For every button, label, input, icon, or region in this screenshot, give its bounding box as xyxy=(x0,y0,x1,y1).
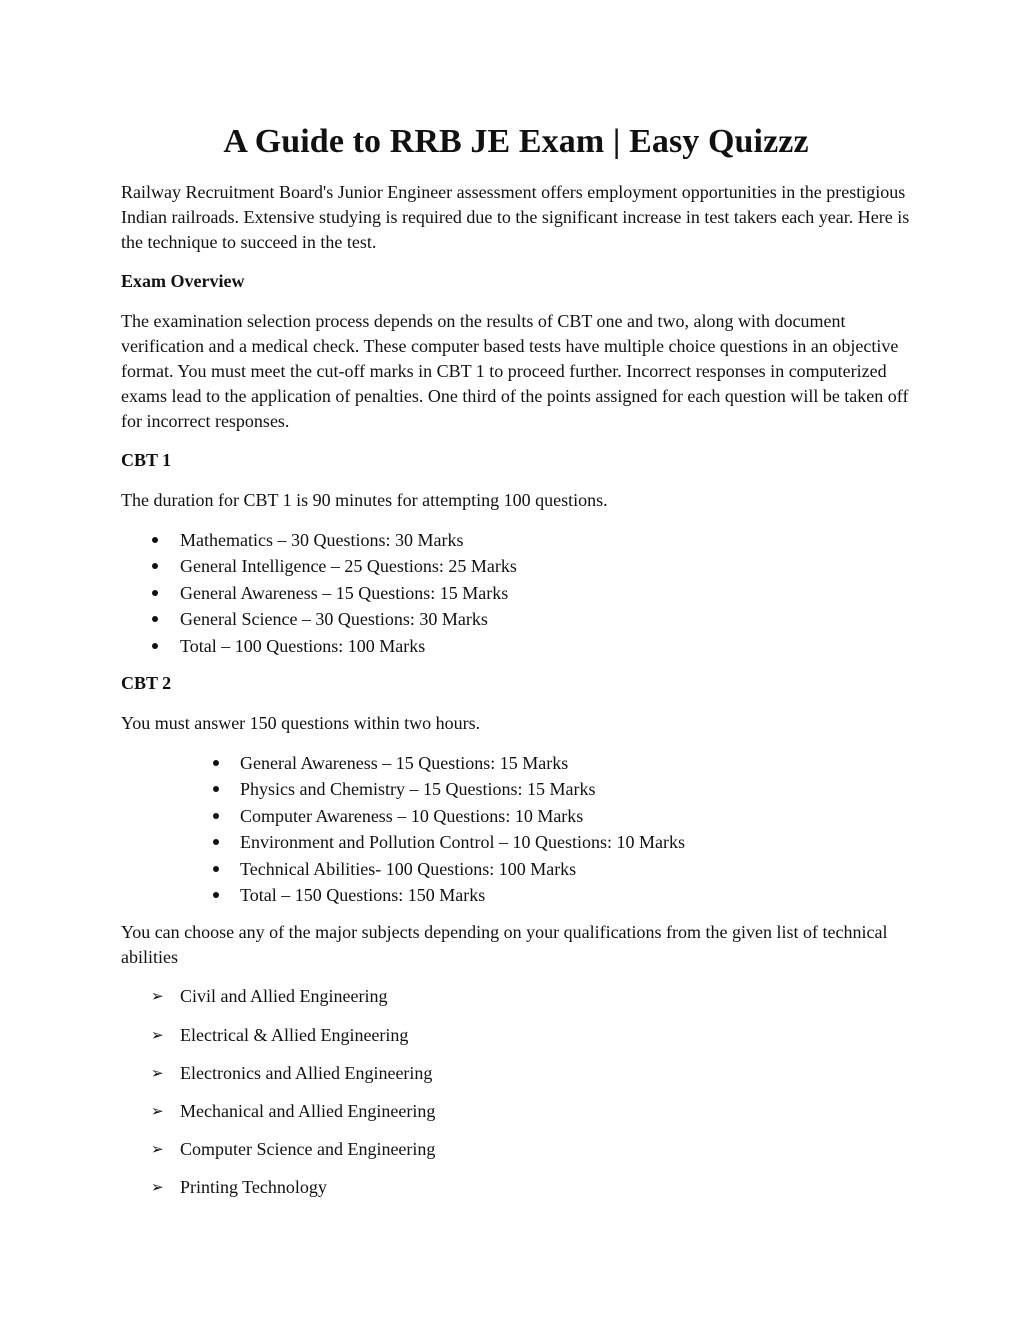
cbt1-list xyxy=(121,527,911,659)
technical-subject-label: Electronics and Allied Engineering xyxy=(180,1062,433,1083)
technical-subject-label: Printing Technology xyxy=(180,1177,327,1198)
cbt2-list-item: General Awareness – 15 Questions: 15 Marks xyxy=(121,750,911,776)
cbt1-list-item: General Intelligence – 25 Questions: 25 Marks xyxy=(121,553,911,579)
cbt1-heading: CBT 1 xyxy=(121,450,172,470)
cbt1-list-item: General Awareness – 15 Questions: 15 Marks xyxy=(121,580,911,606)
cbt1-list-item: General Science – 30 Questions: 30 Marks xyxy=(121,606,911,632)
technical-subject-item xyxy=(121,1175,911,1200)
cbt1-list-item: Total – 100 Questions: 100 Marks xyxy=(121,633,911,659)
cbt2-list xyxy=(121,750,911,908)
cbt2-list-item: Computer Awareness – 10 Questions: 10 Marks xyxy=(121,803,911,829)
technical-subject-item xyxy=(121,1061,911,1086)
arrow-bullet-icon: ➢ xyxy=(151,1102,164,1121)
document-title: A Guide to RRB JE Exam | Easy Quizzz xyxy=(223,123,809,160)
technical-subject-list xyxy=(121,984,911,1200)
cbt1-list-item: Mathematics – 30 Questions: 30 Marks xyxy=(121,527,911,553)
exam-overview-heading: Exam Overview xyxy=(121,271,245,291)
exam-overview-paragraph: The examination selection process depends on the results of CBT one and two, along with document verification and a medical check. These computer based tests have multiple choice questions in an objective format. You must meet the cut-off marks in CBT 1 to proceed further. Incorrect responses in computerized exams lead to the application of penalties. One third of the points assigned for each question will be taken off for incorrect responses. xyxy=(121,311,909,431)
arrow-bullet-icon: ➢ xyxy=(151,1063,164,1082)
technical-subject-item xyxy=(121,984,911,1009)
arrow-bullet-icon: ➢ xyxy=(151,1140,164,1159)
technical-subject-item xyxy=(121,1099,911,1124)
technical-paragraph: You can choose any of the major subjects depending on your qualifications from the given list of technical abilities xyxy=(121,922,888,968)
arrow-bullet-icon: ➢ xyxy=(151,1025,164,1044)
technical-subject-label: Electrical & Allied Engineering xyxy=(180,1024,409,1045)
technical-subject-item xyxy=(121,1023,911,1048)
arrow-bullet-icon: ➢ xyxy=(151,987,164,1006)
cbt2-paragraph: You must answer 150 questions within two hours. xyxy=(121,713,481,734)
cbt2-list-item: Technical Abilities- 100 Questions: 100 Marks xyxy=(121,856,911,882)
cbt2-list-item: Physics and Chemistry – 15 Questions: 15 Marks xyxy=(121,776,911,802)
arrow-bullet-icon: ➢ xyxy=(151,1178,164,1197)
technical-subject-label: Mechanical and Allied Engineering xyxy=(180,1101,436,1122)
cbt2-heading: CBT 2 xyxy=(121,673,172,694)
document-content xyxy=(121,122,911,1214)
intro-paragraph: Railway Recruitment Board's Junior Engineer assessment offers employment opportunities in the prestigious Indian railroads. Extensive studying is required due to the significant increase in test takers each year. Here is the technique to succeed in the test. xyxy=(121,182,910,252)
cbt2-list-item: Environment and Pollution Control – 10 Questions: 10 Marks xyxy=(121,829,911,855)
technical-subject-item xyxy=(121,1137,911,1162)
technical-subject-label: Civil and Allied Engineering xyxy=(180,986,388,1007)
cbt2-list-item: Total – 150 Questions: 150 Marks xyxy=(121,882,911,908)
cbt1-paragraph: The duration for CBT 1 is 90 minutes for attempting 100 questions. xyxy=(121,490,608,510)
technical-subject-label: Computer Science and Engineering xyxy=(180,1139,436,1160)
